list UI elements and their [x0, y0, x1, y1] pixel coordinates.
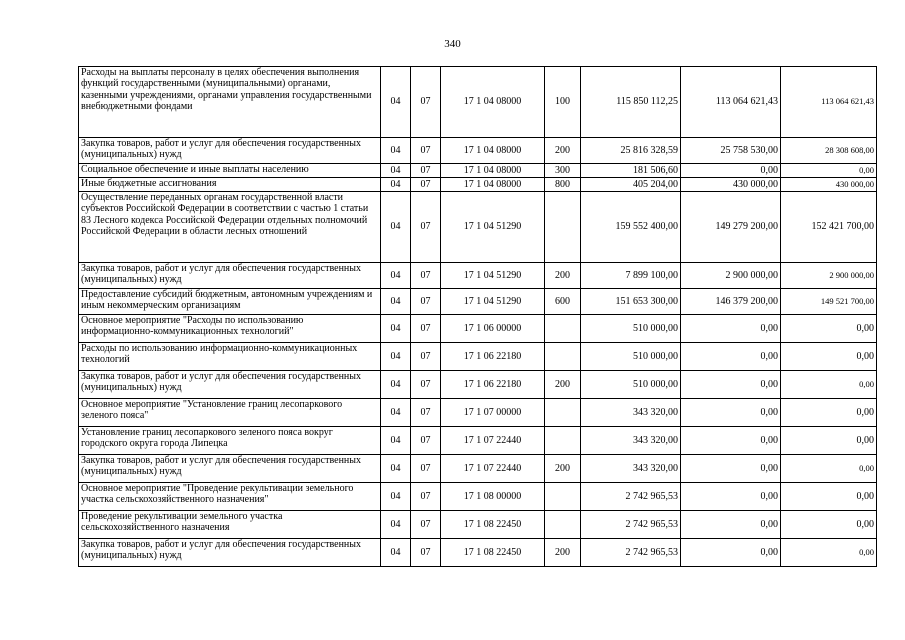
table-row [79, 289, 877, 315]
row-name-cell: Основное мероприятие "Проведение рекультивации земельного участка сельскохозяйственного назначения" [79, 483, 381, 511]
expense-type-cell: 600 [545, 289, 581, 315]
amount-year2-cell: 0,00 [681, 427, 781, 455]
expense-type-cell: 200 [545, 138, 581, 164]
section-code-cell: 04 [381, 289, 411, 315]
table-row [79, 192, 877, 263]
expense-type-cell [545, 427, 581, 455]
target-article-cell: 17 1 08 22450 [441, 539, 545, 567]
amount-year1-cell: 510 000,00 [581, 371, 681, 399]
amount-year3-cell: 0,00 [781, 511, 877, 539]
table-row [79, 455, 877, 483]
amount-year1-cell: 2 742 965,53 [581, 539, 681, 567]
expense-type-cell: 300 [545, 164, 581, 178]
amount-year3-cell: 28 308 608,00 [781, 138, 877, 164]
target-article-cell: 17 1 06 22180 [441, 371, 545, 399]
amount-year2-cell: 0,00 [681, 399, 781, 427]
amount-year1-cell: 181 506,60 [581, 164, 681, 178]
amount-year3-cell: 0,00 [781, 399, 877, 427]
section-code-cell: 04 [381, 399, 411, 427]
row-name-cell: Расходы на выплаты персоналу в целях обеспечения выполнения функций государственными (муниципальными) органами, казенными учреждениями, органами управления государственными внебюджетными фондами [79, 67, 381, 138]
amount-year3-cell: 0,00 [781, 455, 877, 483]
amount-year3-cell: 152 421 700,00 [781, 192, 877, 263]
amount-year3-cell: 0,00 [781, 343, 877, 371]
row-name-cell: Установление границ лесопаркового зеленого пояса вокруг городского округа города Липецка [79, 427, 381, 455]
amount-year1-cell: 343 320,00 [581, 427, 681, 455]
section-code-cell: 04 [381, 371, 411, 399]
table-row [79, 511, 877, 539]
subsection-code-cell: 07 [411, 539, 441, 567]
amount-year2-cell: 113 064 621,43 [681, 67, 781, 138]
row-name-cell: Иные бюджетные ассигнования [79, 178, 381, 192]
amount-year2-cell: 0,00 [681, 511, 781, 539]
subsection-code-cell: 07 [411, 315, 441, 343]
section-code-cell: 04 [381, 427, 411, 455]
section-code-cell: 04 [381, 192, 411, 263]
amount-year1-cell: 343 320,00 [581, 399, 681, 427]
page-number: 340 [444, 38, 461, 50]
section-code-cell: 04 [381, 343, 411, 371]
row-name-cell: Закупка товаров, работ и услуг для обеспечения государственных (муниципальных) нужд [79, 455, 381, 483]
amount-year2-cell: 146 379 200,00 [681, 289, 781, 315]
amount-year1-cell: 405 204,00 [581, 178, 681, 192]
row-name-cell: Социальное обеспечение и иные выплаты населению [79, 164, 381, 178]
subsection-code-cell: 07 [411, 427, 441, 455]
amount-year1-cell: 151 653 300,00 [581, 289, 681, 315]
expense-type-cell: 200 [545, 539, 581, 567]
target-article-cell: 17 1 07 00000 [441, 399, 545, 427]
amount-year1-cell: 159 552 400,00 [581, 192, 681, 263]
amount-year3-cell: 0,00 [781, 539, 877, 567]
target-article-cell: 17 1 04 08000 [441, 138, 545, 164]
table-row [79, 263, 877, 289]
amount-year1-cell: 2 742 965,53 [581, 483, 681, 511]
budget-table [78, 66, 877, 567]
amount-year3-cell: 113 064 621,43 [781, 67, 877, 138]
amount-year3-cell: 0,00 [781, 371, 877, 399]
target-article-cell: 17 1 07 22440 [441, 427, 545, 455]
section-code-cell: 04 [381, 315, 411, 343]
amount-year1-cell: 115 850 112,25 [581, 67, 681, 138]
amount-year1-cell: 510 000,00 [581, 315, 681, 343]
target-article-cell: 17 1 08 00000 [441, 483, 545, 511]
row-name-cell: Закупка товаров, работ и услуг для обеспечения государственных (муниципальных) нужд [79, 138, 381, 164]
row-name-cell: Закупка товаров, работ и услуг для обеспечения государственных (муниципальных) нужд [79, 371, 381, 399]
subsection-code-cell: 07 [411, 263, 441, 289]
subsection-code-cell: 07 [411, 67, 441, 138]
amount-year3-cell: 149 521 700,00 [781, 289, 877, 315]
section-code-cell: 04 [381, 178, 411, 192]
row-name-cell: Закупка товаров, работ и услуг для обеспечения государственных (муниципальных) нужд [79, 539, 381, 567]
target-article-cell: 17 1 06 22180 [441, 343, 545, 371]
section-code-cell: 04 [381, 164, 411, 178]
expense-type-cell [545, 343, 581, 371]
subsection-code-cell: 07 [411, 178, 441, 192]
table-row [79, 67, 877, 138]
amount-year2-cell: 25 758 530,00 [681, 138, 781, 164]
amount-year3-cell: 0,00 [781, 164, 877, 178]
amount-year2-cell: 0,00 [681, 483, 781, 511]
row-name-cell: Предоставление субсидий бюджетным, автономным учреждениям и иным некоммерческим организациям [79, 289, 381, 315]
row-name-cell: Основное мероприятие "Расходы по использованию информационно-коммуникационных технологий" [79, 315, 381, 343]
expense-type-cell [545, 192, 581, 263]
subsection-code-cell: 07 [411, 511, 441, 539]
subsection-code-cell: 07 [411, 399, 441, 427]
amount-year1-cell: 25 816 328,59 [581, 138, 681, 164]
section-code-cell: 04 [381, 138, 411, 164]
expense-type-cell: 200 [545, 371, 581, 399]
table-row [79, 315, 877, 343]
expense-type-cell [545, 483, 581, 511]
expense-type-cell: 200 [545, 263, 581, 289]
expense-type-cell: 100 [545, 67, 581, 138]
target-article-cell: 17 1 04 51290 [441, 289, 545, 315]
target-article-cell: 17 1 04 51290 [441, 263, 545, 289]
expense-type-cell [545, 511, 581, 539]
expense-type-cell [545, 399, 581, 427]
amount-year2-cell: 2 900 000,00 [681, 263, 781, 289]
amount-year1-cell: 2 742 965,53 [581, 511, 681, 539]
section-code-cell: 04 [381, 539, 411, 567]
section-code-cell: 04 [381, 455, 411, 483]
subsection-code-cell: 07 [411, 371, 441, 399]
table-row [79, 427, 877, 455]
table-row [79, 343, 877, 371]
table-row [79, 371, 877, 399]
amount-year2-cell: 0,00 [681, 539, 781, 567]
row-name-cell: Закупка товаров, работ и услуг для обеспечения государственных (муниципальных) нужд [79, 263, 381, 289]
amount-year2-cell: 0,00 [681, 455, 781, 483]
section-code-cell: 04 [381, 263, 411, 289]
target-article-cell: 17 1 07 22440 [441, 455, 545, 483]
amount-year3-cell: 430 000,00 [781, 178, 877, 192]
target-article-cell: 17 1 08 22450 [441, 511, 545, 539]
target-article-cell: 17 1 04 08000 [441, 67, 545, 138]
target-article-cell: 17 1 04 08000 [441, 164, 545, 178]
subsection-code-cell: 07 [411, 343, 441, 371]
amount-year2-cell: 430 000,00 [681, 178, 781, 192]
amount-year3-cell: 2 900 000,00 [781, 263, 877, 289]
table-row [79, 138, 877, 164]
amount-year2-cell: 0,00 [681, 343, 781, 371]
table-row [79, 483, 877, 511]
expense-type-cell: 200 [545, 455, 581, 483]
subsection-code-cell: 07 [411, 455, 441, 483]
amount-year3-cell: 0,00 [781, 427, 877, 455]
section-code-cell: 04 [381, 67, 411, 138]
subsection-code-cell: 07 [411, 289, 441, 315]
table-row [79, 164, 877, 178]
row-name-cell: Основное мероприятие "Установление границ лесопаркового зеленого пояса" [79, 399, 381, 427]
subsection-code-cell: 07 [411, 192, 441, 263]
section-code-cell: 04 [381, 483, 411, 511]
expense-type-cell [545, 315, 581, 343]
section-code-cell: 04 [381, 511, 411, 539]
table-body [79, 67, 877, 567]
row-name-cell: Проведение рекультивации земельного участка сельскохозяйственного назначения [79, 511, 381, 539]
target-article-cell: 17 1 04 08000 [441, 178, 545, 192]
row-name-cell: Осуществление переданных органам государственной власти субъектов Российской Федерации в соответствии с частью 1 статьи 83 Лесного кодекса Российской Федерации отдельных полномочий Российской Федерации в области лесных отношений [79, 192, 381, 263]
table-row [79, 399, 877, 427]
table-row [79, 178, 877, 192]
table-row [79, 539, 877, 567]
amount-year2-cell: 0,00 [681, 315, 781, 343]
amount-year1-cell: 7 899 100,00 [581, 263, 681, 289]
amount-year2-cell: 0,00 [681, 164, 781, 178]
subsection-code-cell: 07 [411, 483, 441, 511]
target-article-cell: 17 1 04 51290 [441, 192, 545, 263]
amount-year1-cell: 343 320,00 [581, 455, 681, 483]
amount-year2-cell: 149 279 200,00 [681, 192, 781, 263]
subsection-code-cell: 07 [411, 164, 441, 178]
amount-year1-cell: 510 000,00 [581, 343, 681, 371]
target-article-cell: 17 1 06 00000 [441, 315, 545, 343]
row-name-cell: Расходы по использованию информационно-коммуникационных технологий [79, 343, 381, 371]
subsection-code-cell: 07 [411, 138, 441, 164]
expense-type-cell: 800 [545, 178, 581, 192]
amount-year3-cell: 0,00 [781, 315, 877, 343]
amount-year2-cell: 0,00 [681, 371, 781, 399]
amount-year3-cell: 0,00 [781, 483, 877, 511]
